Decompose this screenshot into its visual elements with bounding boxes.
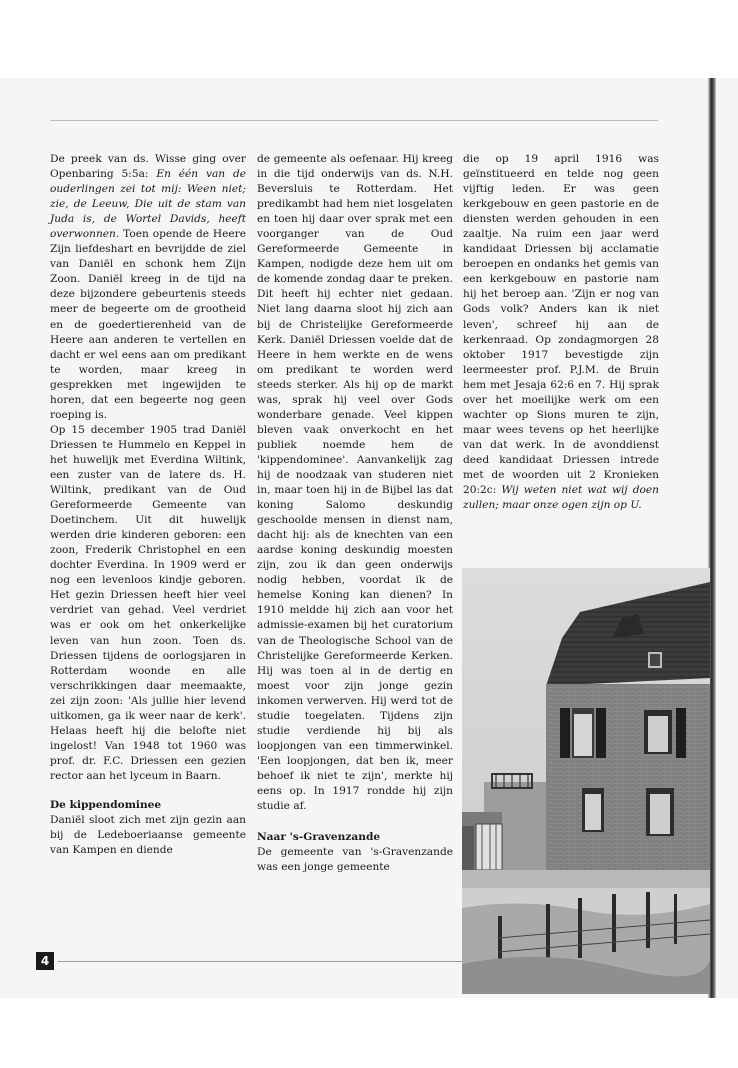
paragraph: die op 19 april 1916 was geïnstitueerd en telde nog geen vijftig leden. Er was geen kerkgebouw en geen pastorie en de diensten werden gehouden in een zaaltje. Na ruim een jaar werd kandidaat Driessen bij acclamatie beroepen en ondanks het gemis van een kerkgebouw en pastorie nam hij het beroep aan. 'Zijn er nog van Gods volk? Anders kan ik niet leven', schreef hij aan de kerkenraad. Op zondagmorgen 28 oktober 1917 bevestigde zijn leermeester prof. P.J.M. de Bruin hem met Jesaja 62:6 en 7. Hij sprak over het moeilijke werk om een wachter op Sions muren te zijn, maar wees tevens op het heerlijke van dat werk. In de avonddienst deed kandidaat Driessen intrede met de woorden uit 2 Kronieken 20:2c: Wij weten niet wat wij doen zullen; maar onze ogen zijn op U. [463, 153, 659, 512]
paragraph: Op 15 december 1905 trad Daniël Driessen te Hummelo en Keppel in het huwelijk met Everdina Wiltink, een zuster van de latere ds. H. Wiltink, predikant van de Oud Gereformeerde Gemeente van Doetinchem. Uit dit huwelijk werden drie kinderen geboren: een zoon, Frederik Christophel en een dochter Everdina. In 1909 werd er nog een levenloos kindje geboren. Het gezin Driessen heeft hier veel verdriet van gehad. Veel verdriet was er ook om het onkerkelijke leven van hun zoon. Toen ds. Driessen tijdens de oorlogsjaren in Rotterdam woonde en alle verschrikkingen daar meemaakte, zei zijn zoon: 'Als jullie hier levend uitkomen, ga ik weer naar de kerk'. Helaas heeft hij die belofte niet ingelost! Van 1948 tot 1960 was prof. dr. F.C. Driessen een gezien rector aan het lyceum in Baarn. [50, 423, 246, 782]
top-rule [50, 120, 658, 121]
section-heading: De kippendominee [50, 798, 162, 811]
bible-quote: En één van de ouderlingen zei tot mij: Ween niet; zie, de Leeuw, Die uit de stam van Juda is, de Wortel Davids, heeft overwonnen. [50, 168, 246, 241]
paragraph: De gemeente van 's-Gravenzande was een jonge gemeente [257, 846, 453, 874]
text-column-1 [50, 152, 246, 858]
text-column-2 [257, 152, 453, 875]
bible-quote: Wij weten niet wat wij doen zullen; maar onze ogen zijn op U. [463, 484, 659, 512]
house-photo [462, 568, 710, 994]
section-heading: Naar 's-Gravenzande [257, 831, 381, 844]
paragraph: de gemeente als oefenaar. Hij kreeg in die tijd onderwijs van ds. N.H. Beversluis te Rotterdam. Het predikambt had hem niet losgelaten en toen hij daar over sprak met een voorganger van de Oud Gereformeerde Gemeente in Kampen, nodigde deze hem uit om de komende zondag daar te preken. Dit heeft hij echter niet gedaan. Niet lang daarna sloot hij zich aan bij de Christelijke Gereformeerde Kerk. Daniël Driessen voelde dat de Heere in hem werkte en de wens om predikant te worden werd steeds sterker. Als hij op de markt was, sprak hij veel over Gods wonderbare genade. Veel kippen bleven vaak onverkocht en het publiek noemde hem de 'kippendominee'. Aanvankelijk zag hij de noodzaak van studeren niet in, maar toen hij in de Bijbel las dat koning Salomo deskundig geschoolde mensen in dienst nam, dacht hij: als de knechten van een aardse koning deskundig moesten zijn, zou ik dan geen onderwijs nodig hebben, voordat ik de hemelse Koning kan dienen? In 1910 meldde hij zich aan voor het admissie-examen bij het curatorium van de Theologische School van de Christelijke Gereformeerde Kerken. Hij was toen al in de dertig en moest voor zijn jonge gezin inkomen verwerven. Hij werd tot de studie toegelaten. Tijdens zijn studie verdiende hij bij als loopjongen van een timmerwinkel. 'Een loopjongen, dat ben ik, meer behoef ik niet te zijn', merkte hij eens op. In 1917 rondde hij zijn studie af. [257, 153, 453, 813]
text-column-3 [463, 152, 659, 513]
paragraph: De preek van ds. Wisse ging over Openbaring 5:5a: En één van de ouderlingen zei tot mij: Ween niet; zie, de Leeuw, Die uit de stam van Juda is, de Wortel Davids, heeft overwonnen. Toen opende de Heere Zijn liefdeshart en bevrijdde de ziel van Daniël en schonk hem Zijn Zoon. Daniël kreeg in de tijd na deze bijzondere gebeurtenis steeds meer de begeerte om de grootheid en de goedertierenheid van de Heere aan anderen te vertellen en dacht er wel eens aan om predikant te worden, maar kreeg in gesprekken met ingewijden te horen, dat een begeerte nog geen roeping is. [50, 153, 246, 421]
page-number: 4 [36, 952, 54, 970]
paragraph: Daniël sloot zich met zijn gezin aan bij de Ledeboeriaanse gemeente van Kampen en diende [50, 814, 246, 857]
bottom-rule [58, 961, 462, 962]
